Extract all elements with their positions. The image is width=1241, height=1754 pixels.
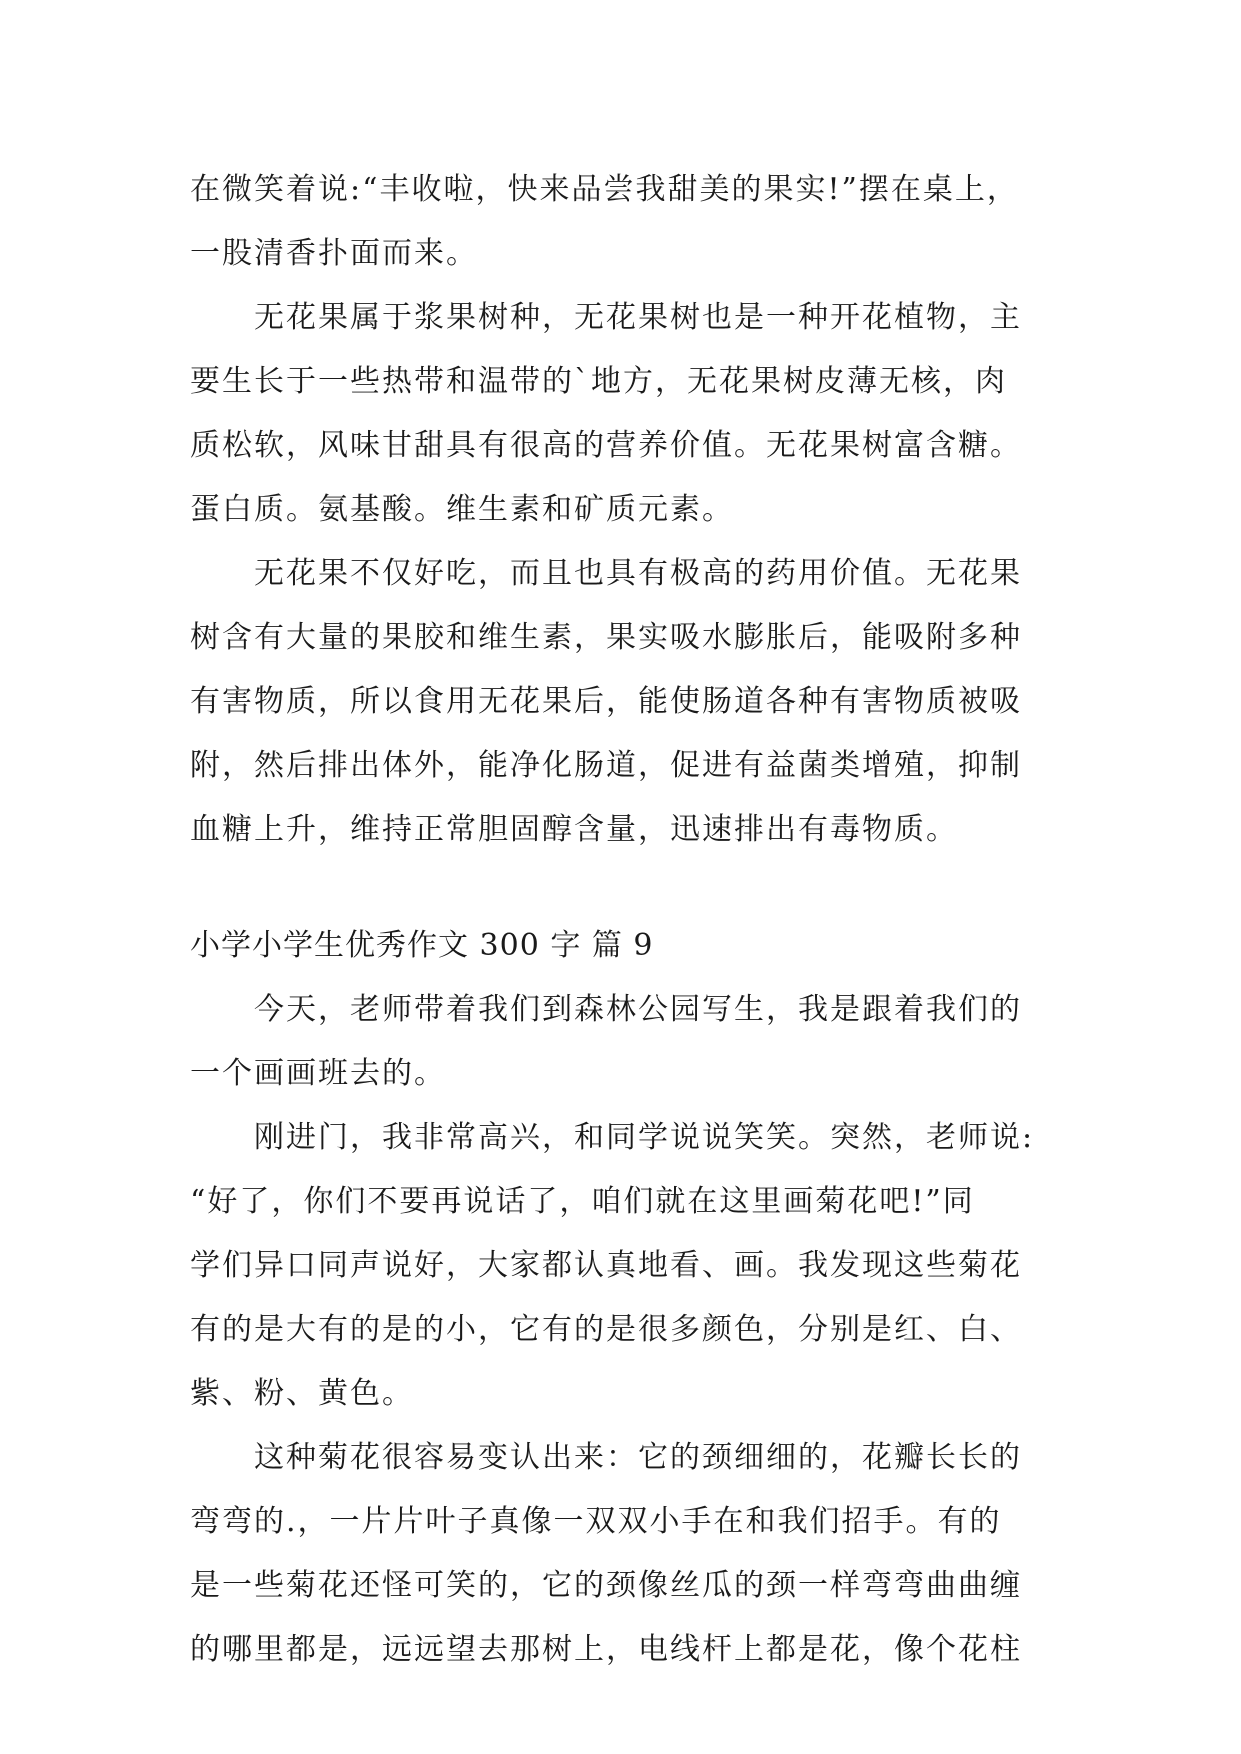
text-line: 有害物质，所以食用无花果后，能使肠道各种有害物质被吸: [190, 684, 1022, 719]
paragraph: [190, 978, 1070, 1106]
paragraph: [190, 1106, 1070, 1426]
text-line: 一股清香扑面而来。: [190, 236, 478, 271]
paragraph: [190, 542, 1070, 862]
text-line: 一个画画班去的。: [190, 1056, 446, 1091]
text-line: 是一些菊花还怪可笑的，它的颈像丝瓜的颈一样弯弯曲曲缠: [190, 1568, 1022, 1603]
text-line: 学们异口同声说好，大家都认真地看、画。我发现这些菊花: [190, 1248, 1022, 1283]
text-line: 弯弯的.，一片片叶子真像一双双小手在和我们招手。有的: [190, 1504, 1002, 1539]
text-line: 要生长于一些热带和温带的`地方，无花果树皮薄无核，肉: [190, 364, 1007, 399]
text-line: 蛋白质。氨基酸。维生素和矿质元素。: [190, 492, 734, 527]
text-line: 这种菊花很容易变认出来：它的颈细细的，花瓣长长的: [254, 1440, 1022, 1475]
text-line: 的哪里都是，远远望去那树上，电线杆上都是花，像个花柱: [190, 1632, 1022, 1667]
text-line: 今天，老师带着我们到森林公园写生，我是跟着我们的: [254, 992, 1022, 1027]
text-line: 在微笑着说:“丰收啦，快来品尝我甜美的果实!”摆在桌上，: [190, 172, 1019, 207]
section-spacer: [190, 862, 1070, 914]
paragraph: [190, 1426, 1070, 1682]
text-line: 刚进门，我非常高兴，和同学说说笑笑。突然，老师说:: [254, 1120, 1035, 1155]
text-line: 附，然后排出体外，能净化肠道，促进有益菌类增殖，抑制: [190, 748, 1022, 783]
text-line: 无花果属于浆果树种，无花果树也是一种开花植物，主: [254, 300, 1022, 335]
paragraph: [190, 286, 1070, 542]
document-body: [190, 158, 1070, 1682]
section-heading: 小学小学生优秀作文 300 字 篇 9: [190, 928, 654, 963]
text-line: 树含有大量的果胶和维生素，果实吸水膨胀后，能吸附多种: [190, 620, 1022, 655]
text-line: 紫、粉、黄色。: [190, 1376, 414, 1411]
text-line: 质松软，风味甘甜具有很高的营养价值。无花果树富含糖。: [190, 428, 1022, 463]
text-line: 有的是大有的是的小，它有的是很多颜色，分别是红、白、: [190, 1312, 1022, 1347]
paragraph: [190, 158, 1070, 286]
text-line: “好了，你们不要再说话了，咱们就在这里画菊花吧!”同: [190, 1184, 975, 1219]
text-line: 无花果不仅好吃，而且也具有极高的药用价值。无花果: [254, 556, 1022, 591]
text-line: 血糖上升，维持正常胆固醇含量，迅速排出有毒物质。: [190, 812, 958, 847]
